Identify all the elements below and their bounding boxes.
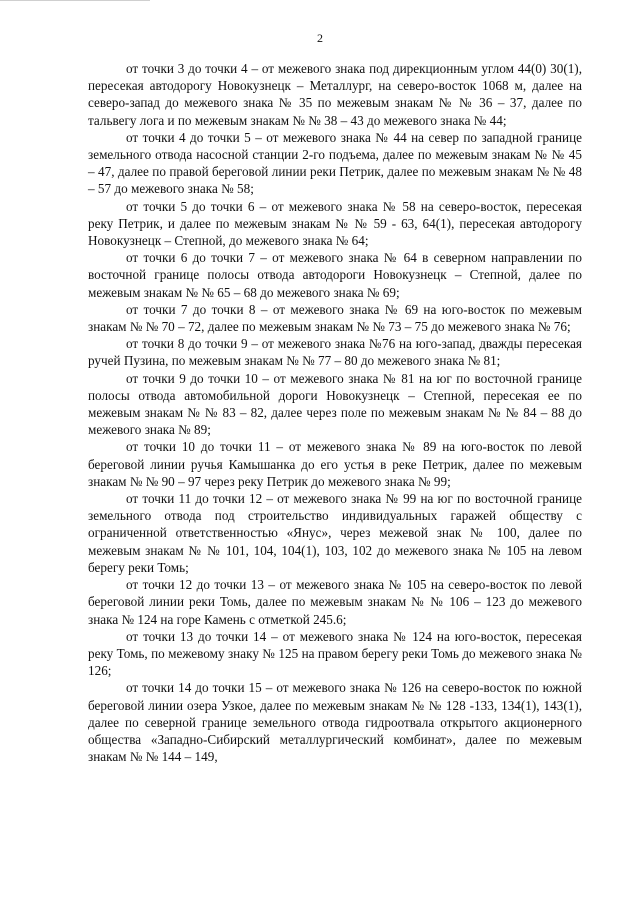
- paragraph-boundary-4-5: от точки 4 до точки 5 – от межевого знака № 44 на север по западной границе земельного отвода насосной станции 2-го подъема, далее по межевым знакам № № 45 – 47, далее по правой береговой линии реки Петрик, далее по межевым знакам № № 48 – 57 до межевого знака № 58;: [88, 129, 582, 197]
- paragraph-boundary-12-13: от точки 12 до точки 13 – от межевого знака № 105 на северо-восток по левой береговой линии реки Томь, далее по межевым знакам № № 106 – 123 до межевого знака № 124 на горе Камень с отметкой 245.6;: [88, 577, 582, 627]
- paragraph-boundary-6-7: от точки 6 до точки 7 – от межевого знака № 64 в северном направлении по восточной границе полосы отвода автодороги Новокузнецк – Степной, далее по межевым знакам № № 65 – 68 до межевого знака № 69;: [88, 250, 582, 300]
- paragraph-boundary-11-12: от точки 11 до точки 12 – от межевого знака № 99 на юг по восточной границе земельного отвода под строительство индивидуальных гаражей обществу с ограниченной ответственностью «Янус», через межевой знак № 100, далее по межевым знакам № № 101, 104, 104(1), 103, 102 до межевого знака № 105 на левом берегу реки Томь;: [88, 491, 582, 575]
- page-number: 2: [317, 31, 323, 45]
- body-text: [88, 60, 582, 765]
- paragraph-boundary-10-11: от точки 10 до точки 11 – от межевого знака № 89 на юго-восток по левой береговой линии ручья Камышанка до его устья в реке Петрик, далее по межевым знакам № № 90 – 97 через реку Петрик до межевого знака № 99;: [88, 439, 582, 489]
- scan-edge-line: [0, 0, 150, 1]
- paragraph-boundary-9-10: от точки 9 до точки 10 – от межевого знака № 81 на юг по восточной границе полосы отвода автомобильной дороги Новокузнецк – Степной, пересекая ее по межевым знакам № № 83 – 82, далее через поле по межевым знакам № № 84 – 88 до межевого знака № 89;: [88, 370, 582, 438]
- paragraph-boundary-3-4: от точки 3 до точки 4 – от межевого знака под дирекционным углом 44(0) 30(1), пересекая автодорогу Новокузнецк – Металлург, на северо-восток 1068 м, далее на северо-запад до межевого знака № 35 по межевым знакам № № 36 – 37, далее по тальвегу лога и по межевым знакам № № 38 – 43 до межевого знака № 44;: [88, 61, 582, 128]
- paragraph-boundary-8-9: от точки 8 до точки 9 – от межевого знака №76 на юго-запад, дважды пересекая ручей Пузина, по межевым знакам № № 77 – 80 до межевого знака № 81;: [88, 336, 582, 369]
- paragraph-boundary-14-15: от точки 14 до точки 15 – от межевого знака № 126 на северо-восток по южной береговой линии озера Узкое, далее по межевым знакам № № 128 -133, 134(1), 143(1), далее по северной границе земельного отвода гидроотвала открытого акционерного общества «Западно-Сибирский металлургический комбинат», далее по межевым знакам № № 144 – 149,: [88, 680, 582, 765]
- paragraph-boundary-7-8: от точки 7 до точки 8 – от межевого знака № 69 на юго-восток по межевым знакам № № 70 – 72, далее по межевым знакам № № 73 – 75 до межевого знака № 76;: [88, 301, 582, 335]
- paragraph-boundary-13-14: от точки 13 до точки 14 – от межевого знака № 124 на юго-восток, пересекая реку Томь, по межевому знаку № 125 на правом берегу реки Томь до межевого знака № 126;: [88, 628, 582, 679]
- paragraph-boundary-5-6: от точки 5 до точки 6 – от межевого знака № 58 на северо-восток, пересекая реку Петрик, и далее по межевым знакам № № 59 - 63, 64(1), пересекая автодорогу Новокузнецк – Степной, до межевого знака № 64;: [88, 198, 582, 249]
